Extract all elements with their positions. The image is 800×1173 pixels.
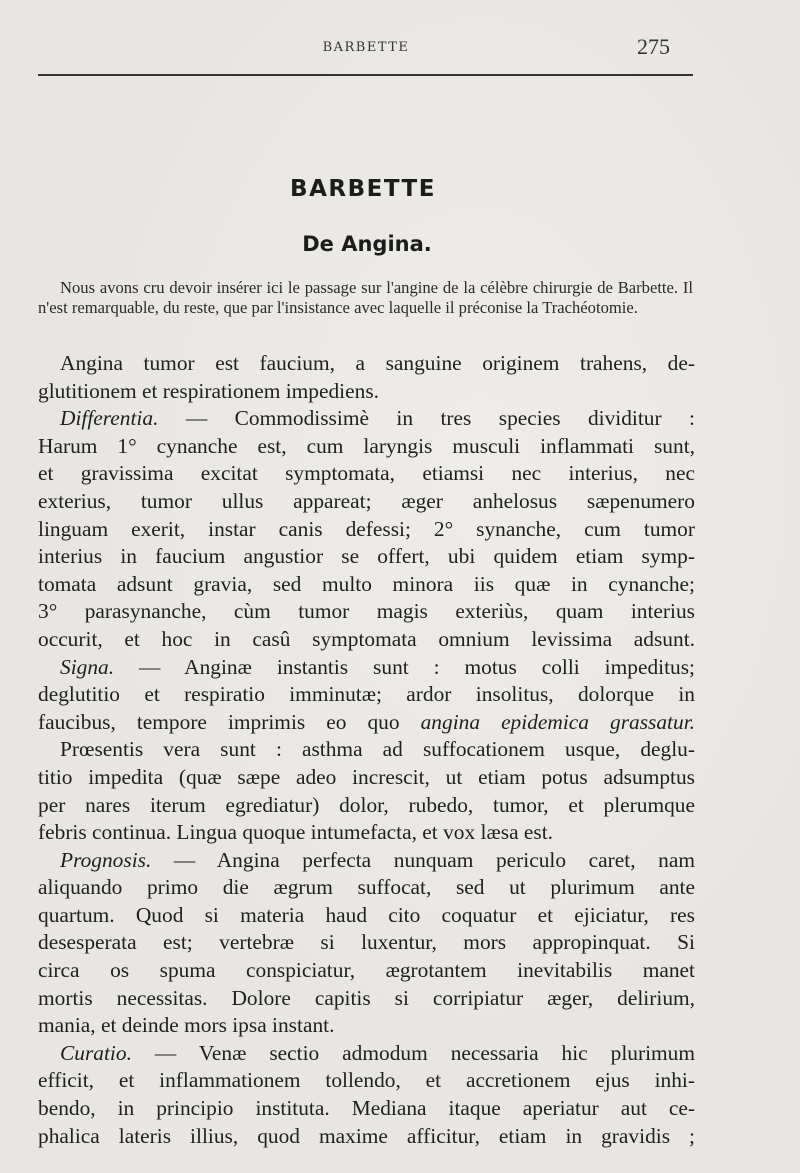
text-line: occurit, et hoc in casû symptomata omnium levissima adsunt.	[38, 626, 695, 651]
text-line: phalica lateris illius, quod maxime afficitur, etiam in gravidis ;	[38, 1123, 695, 1148]
chapter-subtitle: De Angina.	[302, 232, 432, 256]
text-line: et gravissima excitat symptomata, etiamsi nec interius, nec	[38, 461, 695, 486]
intro-note-text: Nous avons cru devoir insérer ici le passage sur l'angine de la célèbre chirurgie de Barbette. Il n'est remarquable, du reste, que par l'insistance avec laquelle il préconise la Trachéotomie.	[38, 278, 693, 317]
text-line	[38, 405, 695, 433]
intro-note	[38, 278, 693, 317]
page-number: 275	[637, 34, 670, 59]
text-line: mania, et deinde mors ipsa instant.	[38, 1013, 335, 1038]
text-line	[38, 654, 695, 682]
text-line: per nares iterum egrediatur) dolor, rubedo, tumor, et plerumque	[38, 792, 695, 817]
text-line	[38, 847, 695, 875]
text-span: — Venæ sectio admodum necessaria hic plurimum	[131, 1040, 695, 1065]
running-title: BARBETTE	[322, 40, 410, 55]
text-line: titio impedita (quæ sæpe adeo increscit, ut etiam potus adsumptus	[38, 764, 695, 789]
text-line: tomata adsunt gravia, sed multo minora iis quæ in cynanche;	[38, 571, 695, 596]
section-label-signa: Signa.	[60, 654, 115, 679]
text-span: — Angina perfecta nunquam periculo caret, nam	[151, 847, 695, 872]
section-label-curatio: Curatio.	[60, 1040, 132, 1065]
text-line: desesperata est; vertebræ si luxentur, mors appropinquat. Si	[38, 930, 695, 955]
text-line: 3° parasynanche, cùm tumor magis exteriùs, quam interius	[38, 599, 695, 624]
chapter-title: BARBETTE	[290, 176, 436, 202]
text-line	[38, 1040, 695, 1068]
text-line: deglutitio et respiratio imminutæ; ardor insolitus, dolorque in	[38, 682, 695, 707]
text-line: circa os spuma conspiciatur, ægrotantem inevitabilis manet	[38, 958, 695, 983]
text-line	[38, 709, 695, 737]
text-line: aliquando primo die ægrum suffocat, sed ut plurimum ante	[38, 875, 695, 900]
text-line: exterius, tumor ullus appareat; æger anhelosus sæpenumero	[38, 488, 695, 513]
text-span: — Commodissimè in tres species dividitur :	[158, 406, 695, 431]
text-line: glutitionem et respirationem impediens.	[38, 378, 379, 403]
text-line: mortis necessitas. Dolore capitis si corripiatur æger, delirium,	[38, 985, 695, 1010]
text-line: Prœsentis vera sunt : asthma ad suffocationem usque, deglu-	[60, 737, 695, 762]
text-line: quartum. Quod si materia haud cito coquatur et ejiciatur, res	[38, 902, 695, 927]
running-head	[40, 36, 692, 60]
text-line: bendo, in principio instituta. Mediana itaque aperiatur aut ce-	[38, 1096, 695, 1121]
text-line: linguam exerit, instar canis defessi; 2° synanche, cum tumor	[38, 516, 695, 541]
section-label-differentia: Differentia.	[60, 406, 159, 431]
text-line: interius in faucium angustior se offert, ubi quidem etiam symp-	[38, 544, 695, 569]
text-span: faucibus, tempore imprimis eo quo	[38, 709, 421, 734]
text-line: febris continua. Lingua quoque intumefacta, et vox læsa est.	[38, 820, 554, 845]
section-label-prognosis: Prognosis.	[60, 847, 152, 872]
text-line: Angina tumor est faucium, a sanguine originem trahens, de-	[60, 351, 695, 375]
latin-body	[38, 350, 695, 1150]
header-rule	[38, 74, 693, 76]
text-line: efficit, et inflammationem tollendo, et accretionem ejus inhi-	[38, 1068, 695, 1093]
text-span: — Anginæ instantis sunt : motus colli impeditus;	[114, 654, 695, 679]
text-line: Harum 1° cynanche est, cum laryngis musculi inflammati sunt,	[38, 433, 695, 458]
italic-phrase: angina epidemica grassatur.	[420, 709, 695, 734]
